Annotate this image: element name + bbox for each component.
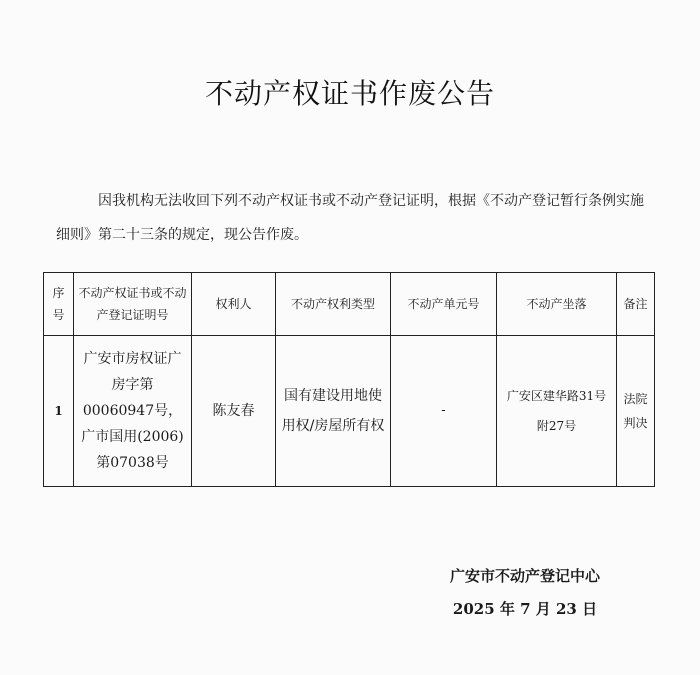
notice-table [43,272,655,487]
header-cert-no: 不动产权证书或不动产登记证明号 [74,273,192,336]
header-remark: 备注 [617,273,655,336]
cell-index: 1 [44,336,74,487]
cell-right-type: 国有建设用地使用权/房屋所有权 [276,336,391,487]
cell-unit-no: - [391,336,497,487]
cell-remark: 法院判决 [617,336,655,487]
issuing-organization: 广安市不动产登记中心 [449,567,600,585]
table-row [44,336,655,487]
header-location: 不动产坐落 [497,273,617,336]
page-title: 不动产权证书作废公告 [204,77,495,110]
header-owner: 权利人 [192,273,276,336]
table-header-row [44,273,655,336]
header-unit-no: 不动产单元号 [391,273,497,336]
notice-body: 因我机构无法收回下列不动产权证书或不动产登记证明，根据《不动产登记暂行条例实施细则》第二十三条的规定，现公告作废。 [56,193,644,243]
cell-cert-no: 广安市房权证广房字第00060947号，广市国用(2006)第07038号 [74,336,192,487]
header-right-type: 不动产权利类型 [276,273,391,336]
cell-owner: 陈友春 [192,336,276,487]
header-index: 序号 [44,273,74,336]
issue-date: 2025 年 7 月 23 日 [452,600,598,618]
cell-location: 广安区建华路31号附27号 [497,336,617,487]
